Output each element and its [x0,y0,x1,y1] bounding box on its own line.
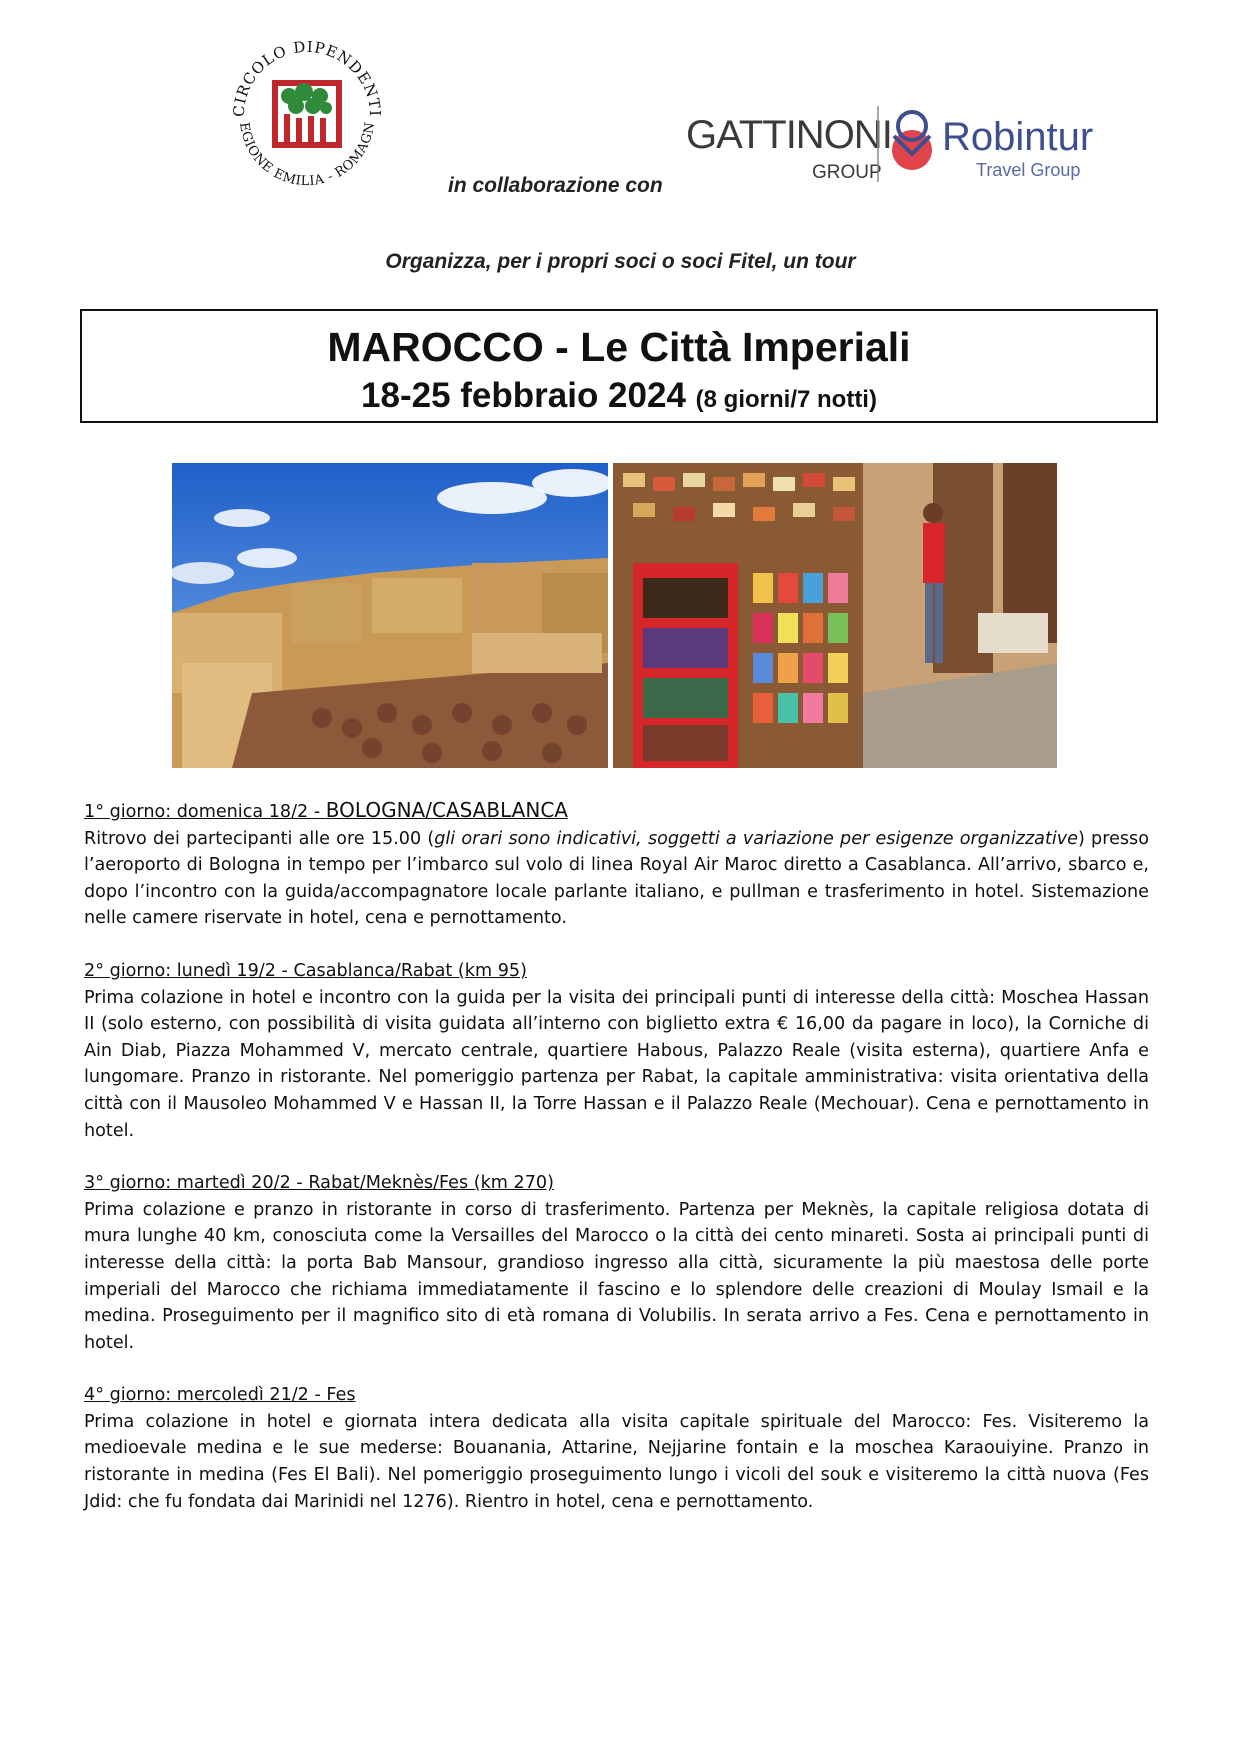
day-text-italic: gli orari sono indicativi, soggetti a variazione per esigenze organizzative [434,828,1078,849]
day-description: Prima colazione e pranzo in ristorante in corso di trasferimento. Partenza per Meknès, la capitale religiosa dotata di mura lunghe 40 km, conosciuta come la Versailles del Marocco o la città dei cento minareti. Sosta ai principali punti di interesse della città: la porta Bab Mansour, grandioso ingresso alla città, sicuramente la più maestosa delle porte imperiali del Marocco che richiama immediatamente il fascino e lo splendore delle creazioni di Moulay Ismail e la medina. Proseguimento per il magnifico sito di età romana di Volubilis. In serata arrivo a Fes. Cena e pernottamento in hotel. [84,1199,1149,1353]
robintur-name: Robintur [942,115,1094,159]
circolo-logo-bottom-text: EGIONE EMILIA - ROMAGN [236,120,379,190]
day-description [84,826,1149,932]
day-heading: 4° giorno: mercoledì 21/2 - Fes [84,1385,356,1406]
itinerary-day [84,958,1149,1144]
day-heading [84,797,1149,826]
itinerary-day [84,1382,1149,1515]
trip-dates-text: 18-25 febbraio 2024 [361,376,686,415]
circolo-logo-top-text: CIRCOLO DIPENDENTI [229,37,385,118]
trip-duration: (8 giorni/7 notti) [695,386,877,413]
circolo-dipendenti-logo [222,30,392,200]
day-text-before: Ritrovo dei partecipanti alle ore 15.00 ( [84,828,435,849]
gattinoni-name: GATTINONI [686,113,892,157]
trip-dates [82,375,1156,421]
souk-slippers-photo [613,463,1057,768]
gattinoni-sub: GROUP [812,162,882,183]
day-heading: 3° giorno: martedì 20/2 - Rabat/Meknès/Fes (km 270) [84,1173,554,1194]
collaboration-text: in collaborazione con [448,174,663,197]
day-description: Prima colazione in hotel e giornata intera dedicata alla visita capitale spirituale del Marocco: Fes. Visiteremo la medioevale medina e le sue mederse: Bouanania, Attarine, Nejjarine fontain e la moschea Karaouiyine. Pranzo in ristorante in medina (Fes El Bali). Nel pomeriggio proseguimento lungo i vicoli del souk e visiteremo la città nuova (Fes Jdid: che fu fondata dai Marinidi nel 1276). Rientro in hotel, cena e pernottamento. [84,1411,1149,1512]
page-title: MAROCCO - Le Città Imperiali [327,324,911,370]
title-box [80,309,1158,423]
robintur-sub: Travel Group [976,160,1081,180]
intro-text: Organizza, per i propri soci o soci Fitel, un tour [385,250,856,273]
itinerary-day [84,797,1149,932]
itinerary [84,797,1149,1541]
day-text-after: ) presso l’aeroporto di Bologna in tempo per l’imbarco sul volo di linea Royal Air Maroc diretto a Casablanca. All’arrivo, sbarco e, dopo l’incontro con la guida/accompagnatore locale parlante italiano, e pullman e trasferimento in hotel. Sistemazione nelle camere riservate in hotel, cena e pernottamento. [84,828,1149,929]
day-heading-place: BOLOGNA/CASABLANCA [325,798,568,822]
day-heading: 2° giorno: lunedì 19/2 - Casablanca/Rabat (km 95) [84,960,527,981]
fes-tanneries-photo [172,463,608,768]
day-heading-text: 1° giorno: domenica 18/2 - [84,802,326,822]
itinerary-day [84,1170,1149,1356]
gattinoni-robintur-logo [686,102,1106,192]
day-description: Prima colazione in hotel e incontro con la guida per la visita dei principali punti di interesse della città: Moschea Hassan II (solo esterno, con possibilità di visita guidata all’interno con biglietto extra € 16,00 da pagare in loco), la Corniche di Ain Diab, Piazza Mohammed V, mercato centrale, quartiere Habous, Palazzo Reale (visita esterna), quartiere Anfa e lungomare. Pranzo in ristorante. Nel pomeriggio partenza per Rabat, la capitale amministrativa: visita orientativa della città con il Mausoleo Mohammed V e Hassan II, la Torre Hassan e il Palazzo Reale (Mechouar). Cena e pernottamento in hotel. [84,987,1149,1141]
